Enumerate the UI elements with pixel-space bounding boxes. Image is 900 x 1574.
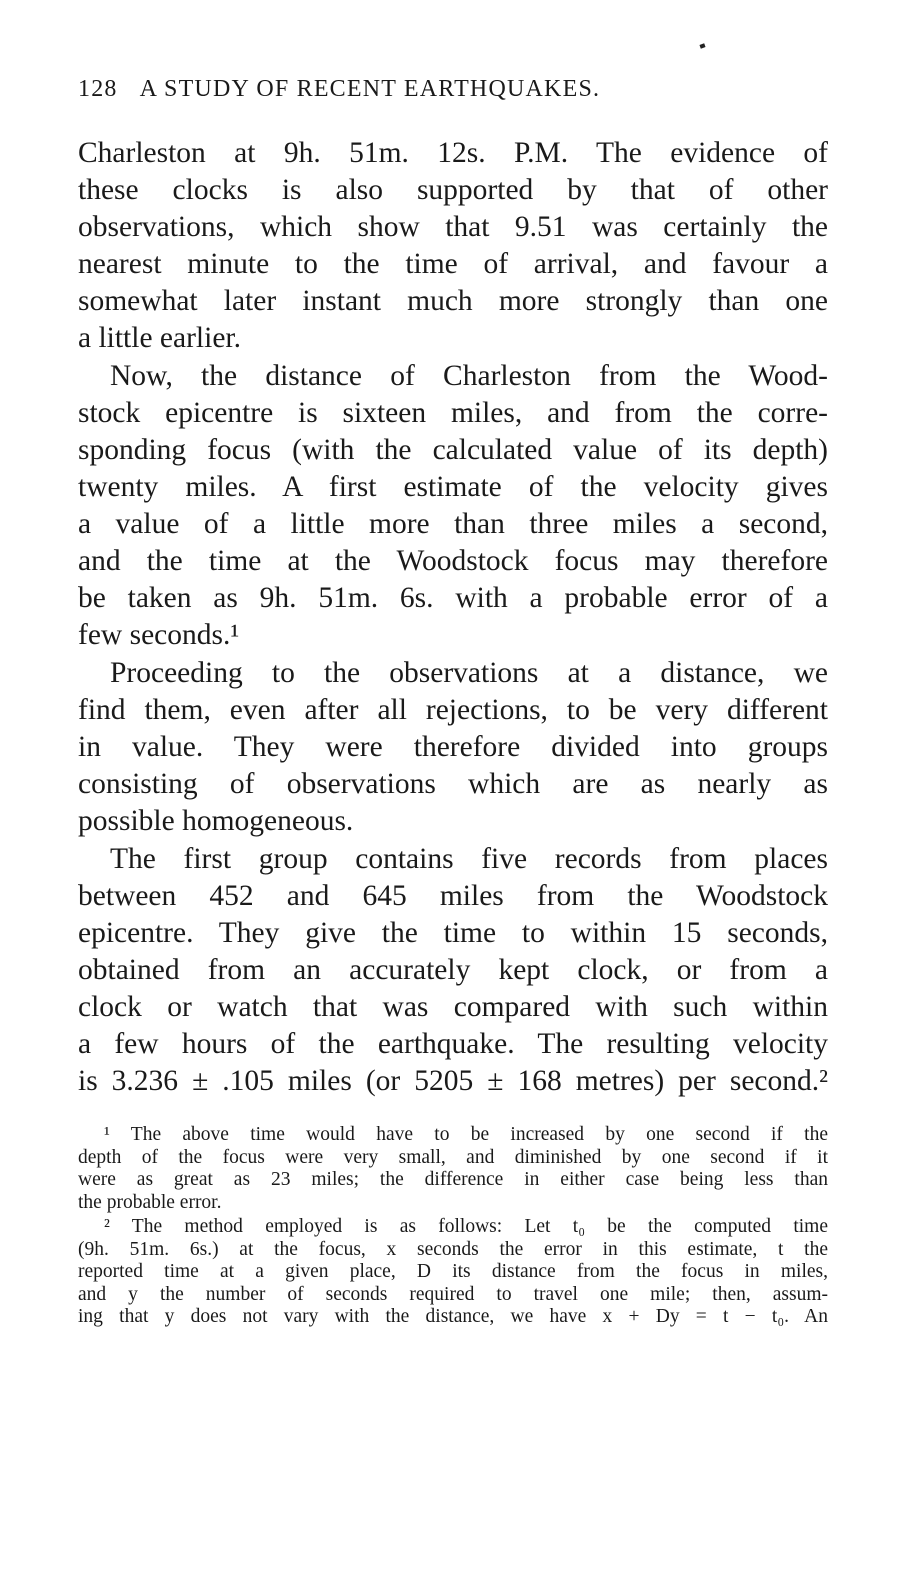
body-line: observations, which show that 9.51 was certainly the — [78, 211, 828, 243]
footnote-line: ² The method employed is as follows: Let t₀ be the computed time — [104, 1216, 828, 1237]
body-line: Now, the distance of Charleston from the Wood- — [110, 360, 828, 392]
body-line: is 3.236 ± .105 miles (or 5205 ± 168 metres) per second.² — [78, 1065, 828, 1097]
body-line: a value of a little more than three miles a second, — [78, 508, 828, 540]
body-line: sponding focus (with the calculated value of its depth) — [78, 434, 828, 466]
body-line: a little earlier. — [78, 322, 241, 354]
body-line: Charleston at 9h. 51m. 12s. P.M. The evidence of — [78, 137, 828, 169]
footnote-line: ¹ The above time would have to be increased by one second if the — [104, 1124, 828, 1145]
body-line: somewhat later instant much more strongly than one — [78, 285, 828, 317]
footnote-line: and y the number of seconds required to travel one mile; then, assum- — [78, 1284, 828, 1305]
body-line: between 452 and 645 miles from the Woodstock — [78, 880, 828, 912]
body-line: stock epicentre is sixteen miles, and from the corre- — [78, 397, 828, 429]
body-line: be taken as 9h. 51m. 6s. with a probable error of a — [78, 582, 828, 614]
body-line: in value. They were therefore divided into groups — [78, 731, 828, 763]
body-line: twenty miles. A first estimate of the velocity gives — [78, 471, 828, 503]
body-line: and the time at the Woodstock focus may therefore — [78, 545, 828, 577]
footnote-line: reported time at a given place, D its distance from the focus in miles, — [78, 1261, 828, 1282]
body-line: consisting of observations which are as nearly as — [78, 768, 828, 800]
body-line: possible homogeneous. — [78, 805, 354, 837]
body-line: nearest minute to the time of arrival, and favour a — [78, 248, 828, 280]
body-line: The first group contains five records from places — [110, 843, 828, 875]
body-line: Proceeding to the observations at a distance, we — [110, 657, 828, 689]
body-line: obtained from an accurately kept clock, or from a — [78, 954, 828, 986]
running-title: A STUDY OF RECENT EARTHQUAKES. — [139, 76, 601, 102]
footnote-line: were as great as 23 miles; the difference in either case being less than — [78, 1169, 828, 1190]
footnote-line: (9h. 51m. 6s.) at the focus, x seconds the error in this estimate, t the — [78, 1239, 828, 1260]
body-line: find them, even after all rejections, to be very different — [78, 694, 828, 726]
body-line: epicentre. They give the time to within 15 seconds, — [78, 917, 828, 949]
body-line: a few hours of the earthquake. The resulting velocity — [78, 1028, 828, 1060]
page-number: 128 — [78, 76, 118, 102]
footnote-line: depth of the focus were very small, and diminished by one second if it — [78, 1147, 828, 1168]
print-speck — [699, 43, 705, 48]
body-line: clock or watch that was compared with such within — [78, 991, 828, 1023]
footnote-line: ing that y does not vary with the distance, we have x + Dy = t − t₀. An — [78, 1306, 828, 1327]
footnote-line: the probable error. — [78, 1192, 222, 1213]
body-line: few seconds.¹ — [78, 619, 240, 651]
running-header — [78, 76, 600, 103]
body-line: these clocks is also supported by that of other — [78, 174, 828, 206]
